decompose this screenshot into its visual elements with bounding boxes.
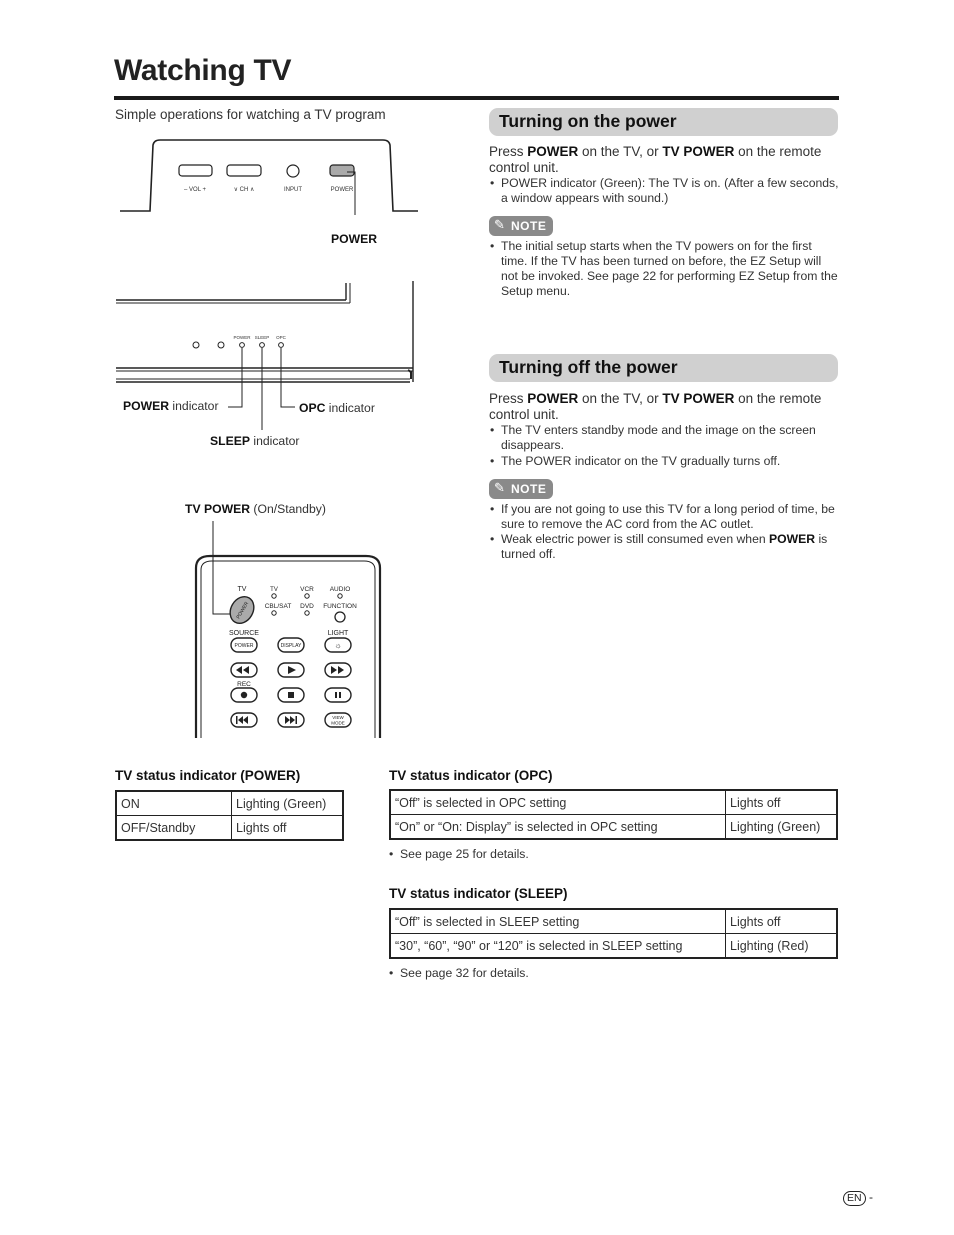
list-item: • POWER indicator (Green): The TV is on. (After a few seconds, a window appears with sound.) xyxy=(489,176,839,206)
ch-button xyxy=(227,165,261,176)
page-title: Watching TV xyxy=(114,54,292,87)
svg-text:DVD: DVD xyxy=(300,603,314,610)
input-button xyxy=(287,165,299,177)
svg-text:POWER: POWER xyxy=(235,600,251,621)
list-item: • If you are not going to use this TV for a long period of time, be sure to remove the AC cord from the AC outlet. xyxy=(489,502,839,532)
power-indicator-label: POWER indicator xyxy=(123,399,219,413)
power-status-table xyxy=(115,790,344,841)
opc-status-table xyxy=(389,789,838,840)
opc-see-note: • See page 25 for details. xyxy=(389,847,529,861)
opc-indicator-label: OPC indicator xyxy=(299,401,375,415)
tv-top-panel-diagram xyxy=(115,135,425,215)
sleep-table-heading: TV status indicator (SLEEP) xyxy=(389,886,568,901)
svg-text:OPC: OPC xyxy=(276,335,286,340)
input-label: INPUT xyxy=(284,187,302,193)
remote-control-diagram xyxy=(190,516,390,740)
svg-text:SOURCE: SOURCE xyxy=(229,630,259,637)
svg-text:POWER: POWER xyxy=(234,643,254,649)
svg-text:TV: TV xyxy=(270,587,278,593)
svg-text:CBL/SAT: CBL/SAT xyxy=(264,603,292,610)
sleep-indicator-led xyxy=(260,343,265,348)
tv-front-indicator-diagram xyxy=(114,278,419,398)
turning-on-notes xyxy=(489,239,839,299)
turning-on-instruction: Press POWER on the TV, or TV POWER on the remote control unit. xyxy=(489,144,822,175)
page-number: EN - xyxy=(843,1190,873,1206)
opc-indicator-led xyxy=(279,343,284,348)
vol-label: – VOL + xyxy=(184,187,206,193)
svg-text:AUDIO: AUDIO xyxy=(329,586,351,593)
power-indicator-led xyxy=(240,343,245,348)
svg-text:POWER: POWER xyxy=(233,335,251,340)
table-row: “Off” is selected in SLEEP setting Lights off xyxy=(390,909,837,934)
svg-text:TV: TV xyxy=(237,586,247,593)
opc-table-heading: TV status indicator (OPC) xyxy=(389,768,553,783)
vol-button xyxy=(179,165,212,176)
svg-text:FUNCTION: FUNCTION xyxy=(323,603,357,610)
table-row: ON Lighting (Green) xyxy=(116,791,343,816)
pencil-icon: ✎ xyxy=(494,480,505,495)
power-table-heading: TV status indicator (POWER) xyxy=(115,768,301,783)
turning-off-bullets xyxy=(489,423,839,469)
svg-text:MODE: MODE xyxy=(331,720,345,726)
note-badge: ✎ NOTE xyxy=(489,479,553,499)
list-item: • Weak electric power is still consumed even when POWER is turned off. xyxy=(489,532,839,562)
table-row: “30”, “60”, “90” or “120” is selected in SLEEP setting Lighting (Red) xyxy=(390,934,837,959)
list-item: • The TV enters standby mode and the image on the screen disappears. xyxy=(489,423,839,453)
list-item: • The initial setup starts when the TV powers on for the first time. If the TV has been turned on before, the EZ Setup will not be invoked. See page 22 for performing EZ Setup from the Setup menu. xyxy=(489,239,839,299)
svg-text:VIEW: VIEW xyxy=(332,715,344,720)
stop-icon xyxy=(288,692,294,698)
turning-off-heading: Turning off the power xyxy=(489,354,838,382)
sleep-status-table xyxy=(389,908,838,959)
sleep-indicator-label: SLEEP indicator xyxy=(210,434,300,448)
power-label: POWER xyxy=(330,187,354,193)
light-icon: ☼ xyxy=(334,641,342,650)
sleep-see-note: • See page 32 for details. xyxy=(389,966,529,980)
svg-text:SLEEP: SLEEP xyxy=(254,335,270,340)
svg-text:REC: REC xyxy=(237,681,251,688)
pencil-icon: ✎ xyxy=(494,217,505,232)
table-row: OFF/Standby Lights off xyxy=(116,816,343,841)
intro-text: Simple operations for watching a TV program xyxy=(115,107,386,122)
list-item: • The POWER indicator on the TV gradually turns off. xyxy=(489,454,839,469)
note-badge: ✎ NOTE xyxy=(489,216,553,236)
turning-off-notes xyxy=(489,502,839,562)
table-row: “On” or “On: Display” is selected in OPC setting Lighting (Green) xyxy=(390,815,837,840)
tv-power-callout: TV POWER (On/Standby) xyxy=(185,502,326,516)
turning-off-instruction: Press POWER on the TV, or TV POWER on the remote control unit. xyxy=(489,391,822,422)
svg-text:DISPLAY: DISPLAY xyxy=(280,643,302,649)
turning-on-heading: Turning on the power xyxy=(489,108,838,136)
ch-label: ∨ CH ∧ xyxy=(233,187,255,193)
power-callout: POWER xyxy=(331,232,378,246)
table-row: “Off” is selected in OPC setting Lights off xyxy=(390,790,837,815)
turning-on-bullets xyxy=(489,176,839,206)
svg-text:LIGHT: LIGHT xyxy=(327,630,349,637)
title-rule xyxy=(114,96,839,100)
panel-power-button xyxy=(330,165,354,176)
record-icon xyxy=(241,692,247,698)
svg-text:VCR: VCR xyxy=(300,586,314,593)
